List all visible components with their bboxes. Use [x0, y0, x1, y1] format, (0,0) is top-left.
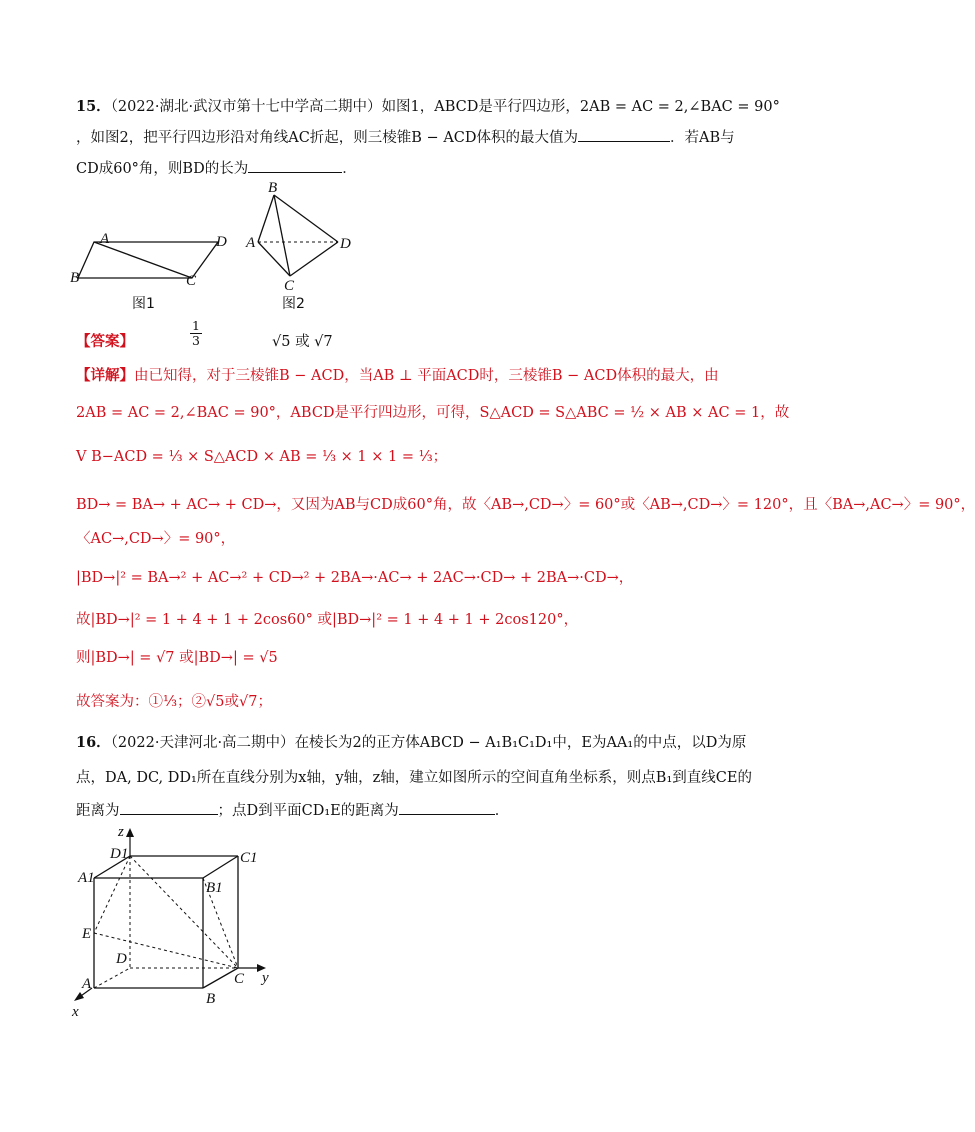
detail-line-7: 故|BD→|² = 1 + 4 + 1 + 2cos60° 或|BD→|² = 1 + 4 + 1 + 2cos120°， [76, 612, 579, 628]
q15-source: （2022·湖北·武汉市第十七中学高二期中） [110, 99, 382, 115]
cube-label-d1: D1 [110, 846, 129, 862]
cube-label-d: D [116, 951, 127, 967]
fig1-label-b: B [70, 270, 80, 286]
parallelogram [78, 242, 218, 278]
detail-line-5: 〈AC→,CD→〉= 90°， [76, 531, 236, 547]
fig1-caption: 图1 [132, 296, 155, 312]
q15-blank-1[interactable] [578, 127, 670, 142]
q15-line2-end: ．若AB与 [670, 130, 735, 146]
cube-label-x: x [72, 1004, 79, 1020]
q16-blank-2[interactable] [399, 800, 495, 815]
cube-label-a1: A1 [78, 870, 95, 886]
q16-number: 16． [76, 734, 111, 751]
q16-line-1 [76, 732, 746, 754]
q15-line1-text: 如图1，ABCD是平行四边形，2AB = AC = 2,∠BAC = 90° [381, 99, 780, 115]
q16-line-3: 距离为 ；点D到平面CD₁E的距离为 ． [76, 800, 509, 822]
answer-1: $\frac{1}{3}$ [192, 318, 200, 348]
detail-line-2: 2AB = AC = 2,∠BAC = 90°，ABCD是平行四边形，可得，S△ACD = S△ABC = ½ × AB × AC = 1，故 [76, 405, 790, 421]
fig1-label-c: C [186, 273, 197, 289]
diagonal-ac [94, 242, 192, 278]
q15-figure-1 [66, 226, 246, 316]
fig1-label-a: A [100, 231, 110, 247]
q15-line3-text: CD成60°角，则BD的长为 [76, 161, 249, 177]
detail-line-3: V B−ACD = ⅓ × S△ACD × AB = ⅓ × 1 × 1 = ⅓； [76, 449, 448, 465]
cube-label-c1: C1 [240, 850, 258, 866]
q16-cube-figure [70, 820, 290, 1020]
fig2-label-d: D [340, 236, 351, 252]
detail-line-6: |BD→|² = BA→² + AC→² + CD→² + 2BA→·AC→ + 2AC→·CD→ + 2BA→·CD→， [76, 570, 634, 586]
q15-number: 15． [76, 98, 111, 115]
cube-label-c: C [234, 971, 245, 987]
answer-label: 【答案】 [76, 333, 134, 350]
q16-line-2: 点，DA, DC, DD₁所在直线分别为x轴，y轴，z轴，建立如图所示的空间直角坐标系，则点B₁到直线CE的 [76, 770, 752, 786]
detail-line-4: BD→ = BA→ + AC→ + CD→，又因为AB与CD成60°角，故〈AB→,CD→〉= 60°或〈AB→,CD→〉= 120°，且〈BA→,AC→〉= 90°， [76, 497, 975, 513]
cube-label-b: B [206, 991, 216, 1007]
q15-line-1 [76, 96, 780, 118]
cube-label-b1: B1 [206, 880, 223, 896]
cube-label-y: y [262, 970, 269, 986]
fig2-label-a: A [246, 235, 256, 251]
fig1-label-d: D [216, 234, 227, 250]
detail-line-9: 故答案为：①⅓；②√5或√7； [76, 694, 272, 710]
cube-label-z: z [118, 824, 124, 840]
q15-line3-end: ． [342, 161, 357, 177]
fig2-caption: 图2 [282, 296, 305, 312]
q15-blank-2[interactable] [248, 158, 342, 173]
answer-2: √5 或 √7 [272, 334, 333, 350]
q15-line-2 [76, 127, 735, 149]
q15-line-3 [76, 158, 357, 180]
q16-blank-1[interactable] [120, 800, 218, 815]
cube-label-e: E [82, 926, 92, 942]
cube-label-a: A [82, 976, 92, 992]
detail-line-8: 则|BD→| = √7 或|BD→| = √5 [76, 650, 278, 666]
detail-line-1: 【详解】由已知得，对于三棱锥B − ACD，当AB ⊥ 平面ACD时，三棱锥B − ACD体积的最大，由 [76, 367, 719, 384]
q16-line1-text: 在棱长为2的正方体ABCD − A₁B₁C₁D₁中，E为AA₁的中点，以D为原 [294, 735, 747, 751]
q15-figure-2 [244, 178, 364, 316]
fig2-label-b: B [268, 180, 278, 196]
q15-line2-text: ，如图2，把平行四边形沿对角线AC折起，则三棱锥B − ACD体积的最大值为 [76, 130, 579, 146]
q16-source: （2022·天津河北·高二期中） [110, 735, 295, 751]
fig2-label-c: C [284, 278, 295, 294]
detail-label: 【详解】 [76, 367, 134, 384]
